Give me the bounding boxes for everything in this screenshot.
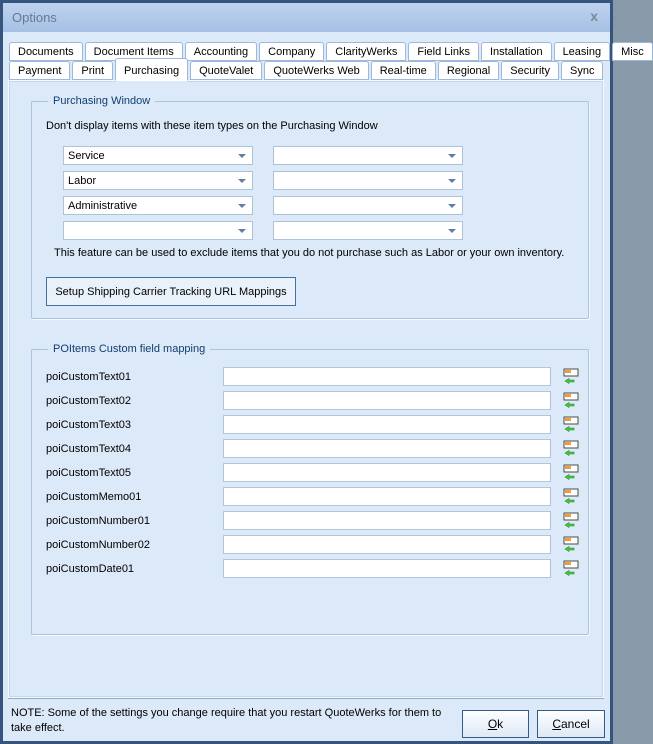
field-label: poiCustomNumber01 xyxy=(46,515,150,527)
titlebar[interactable] xyxy=(3,3,610,32)
field-mapping-icon[interactable] xyxy=(563,368,579,385)
poicustomtext04-input[interactable] xyxy=(223,439,551,458)
tab-row-1 xyxy=(9,42,644,61)
tab-field-links[interactable]: Field Links xyxy=(408,42,479,61)
mapping-row xyxy=(32,463,588,483)
chevron-down-icon xyxy=(448,154,456,158)
tab-print[interactable]: Print xyxy=(72,61,113,80)
field-label: poiCustomText03 xyxy=(46,419,131,431)
item-types-instruction: Don't display items with these item types on the Purchasing Window xyxy=(46,120,378,132)
poicustomnumber02-input[interactable] xyxy=(223,535,551,554)
mapping-row xyxy=(32,487,588,507)
purchasing-window-group xyxy=(31,95,589,319)
tab-payment[interactable]: Payment xyxy=(9,61,70,80)
poicustomtext01-input[interactable] xyxy=(223,367,551,386)
chevron-down-icon xyxy=(238,229,246,233)
mapping-row xyxy=(32,559,588,579)
poicustomtext05-input[interactable] xyxy=(223,463,551,482)
tab-quotevalet[interactable]: QuoteValet xyxy=(190,61,262,80)
field-label: poiCustomText04 xyxy=(46,443,131,455)
tab-accounting[interactable]: Accounting xyxy=(185,42,257,61)
chevron-down-icon xyxy=(448,204,456,208)
field-label: poiCustomText01 xyxy=(46,371,131,383)
chevron-down-icon xyxy=(238,204,246,208)
field-label: poiCustomText02 xyxy=(46,395,131,407)
tab-sync[interactable]: Sync xyxy=(561,61,603,80)
ok-button[interactable]: Ok xyxy=(462,710,529,738)
field-label: poiCustomDate01 xyxy=(46,563,135,575)
mapping-row xyxy=(32,535,588,555)
restart-note: NOTE: Some of the settings you change require that you restart QuoteWerks for them to take effect. xyxy=(11,707,442,734)
tab-documents[interactable]: Documents xyxy=(9,42,83,61)
tab-regional[interactable]: Regional xyxy=(438,61,499,80)
window-title: Options xyxy=(12,10,57,25)
field-mapping-icon[interactable] xyxy=(563,560,579,577)
chevron-down-icon xyxy=(238,179,246,183)
feature-note: This feature can be used to exclude items that you do not purchase such as Labor or your own inventory. xyxy=(54,247,565,259)
poitems-mapping-group-title: POItems Custom field mapping xyxy=(48,343,210,355)
poicustomtext02-input[interactable] xyxy=(223,391,551,410)
tab-document-items[interactable]: Document Items xyxy=(85,42,183,61)
item-type-combo-4[interactable] xyxy=(273,171,463,190)
field-mapping-icon[interactable] xyxy=(563,464,579,481)
tab-purchasing[interactable]: Purchasing xyxy=(115,58,188,81)
purchasing-window-group-title: Purchasing Window xyxy=(48,95,155,107)
tab-misc[interactable]: Misc xyxy=(612,42,653,61)
item-type-combo-1[interactable]: Service xyxy=(63,146,253,165)
item-type-combo-7[interactable] xyxy=(63,221,253,240)
purchasing-tab-panel xyxy=(8,80,604,698)
field-mapping-icon[interactable] xyxy=(563,536,579,553)
tab-installation[interactable]: Installation xyxy=(481,42,552,61)
setup-shipping-carrier-button[interactable]: Setup Shipping Carrier Tracking URL Mappings xyxy=(46,277,296,306)
tab-quotewerks-web[interactable]: QuoteWerks Web xyxy=(264,61,368,80)
item-type-combo-2[interactable] xyxy=(273,146,463,165)
poitems-mapping-group xyxy=(31,343,589,635)
item-type-combo-8[interactable] xyxy=(273,221,463,240)
poicustomdate01-input[interactable] xyxy=(223,559,551,578)
tab-real-time[interactable]: Real-time xyxy=(371,61,436,80)
poicustommemo01-input[interactable] xyxy=(223,487,551,506)
mapping-row xyxy=(32,415,588,435)
item-type-combo-3[interactable]: Labor xyxy=(63,171,253,190)
field-mapping-icon[interactable] xyxy=(563,512,579,529)
field-mapping-icon[interactable] xyxy=(563,416,579,433)
field-mapping-icon[interactable] xyxy=(563,488,579,505)
item-type-combo-6[interactable] xyxy=(273,196,463,215)
chevron-down-icon xyxy=(238,154,246,158)
close-icon[interactable]: x xyxy=(590,8,598,24)
item-type-combo-5[interactable]: Administrative xyxy=(63,196,253,215)
field-mapping-icon[interactable] xyxy=(563,392,579,409)
mapping-row xyxy=(32,439,588,459)
mapping-row xyxy=(32,391,588,411)
tab-leasing[interactable]: Leasing xyxy=(554,42,611,61)
field-label: poiCustomMemo01 xyxy=(46,491,142,503)
cancel-button[interactable]: Cancel xyxy=(537,710,605,738)
chevron-down-icon xyxy=(448,229,456,233)
field-label: poiCustomNumber02 xyxy=(46,539,150,551)
tab-claritywerks[interactable]: ClarityWerks xyxy=(326,42,406,61)
field-mapping-icon[interactable] xyxy=(563,440,579,457)
field-label: poiCustomText05 xyxy=(46,467,131,479)
poicustomtext03-input[interactable] xyxy=(223,415,551,434)
mapping-row xyxy=(32,367,588,387)
chevron-down-icon xyxy=(448,179,456,183)
tab-security[interactable]: Security xyxy=(501,61,559,80)
tab-company[interactable]: Company xyxy=(259,42,324,61)
mapping-row xyxy=(32,511,588,531)
poicustomnumber01-input[interactable] xyxy=(223,511,551,530)
